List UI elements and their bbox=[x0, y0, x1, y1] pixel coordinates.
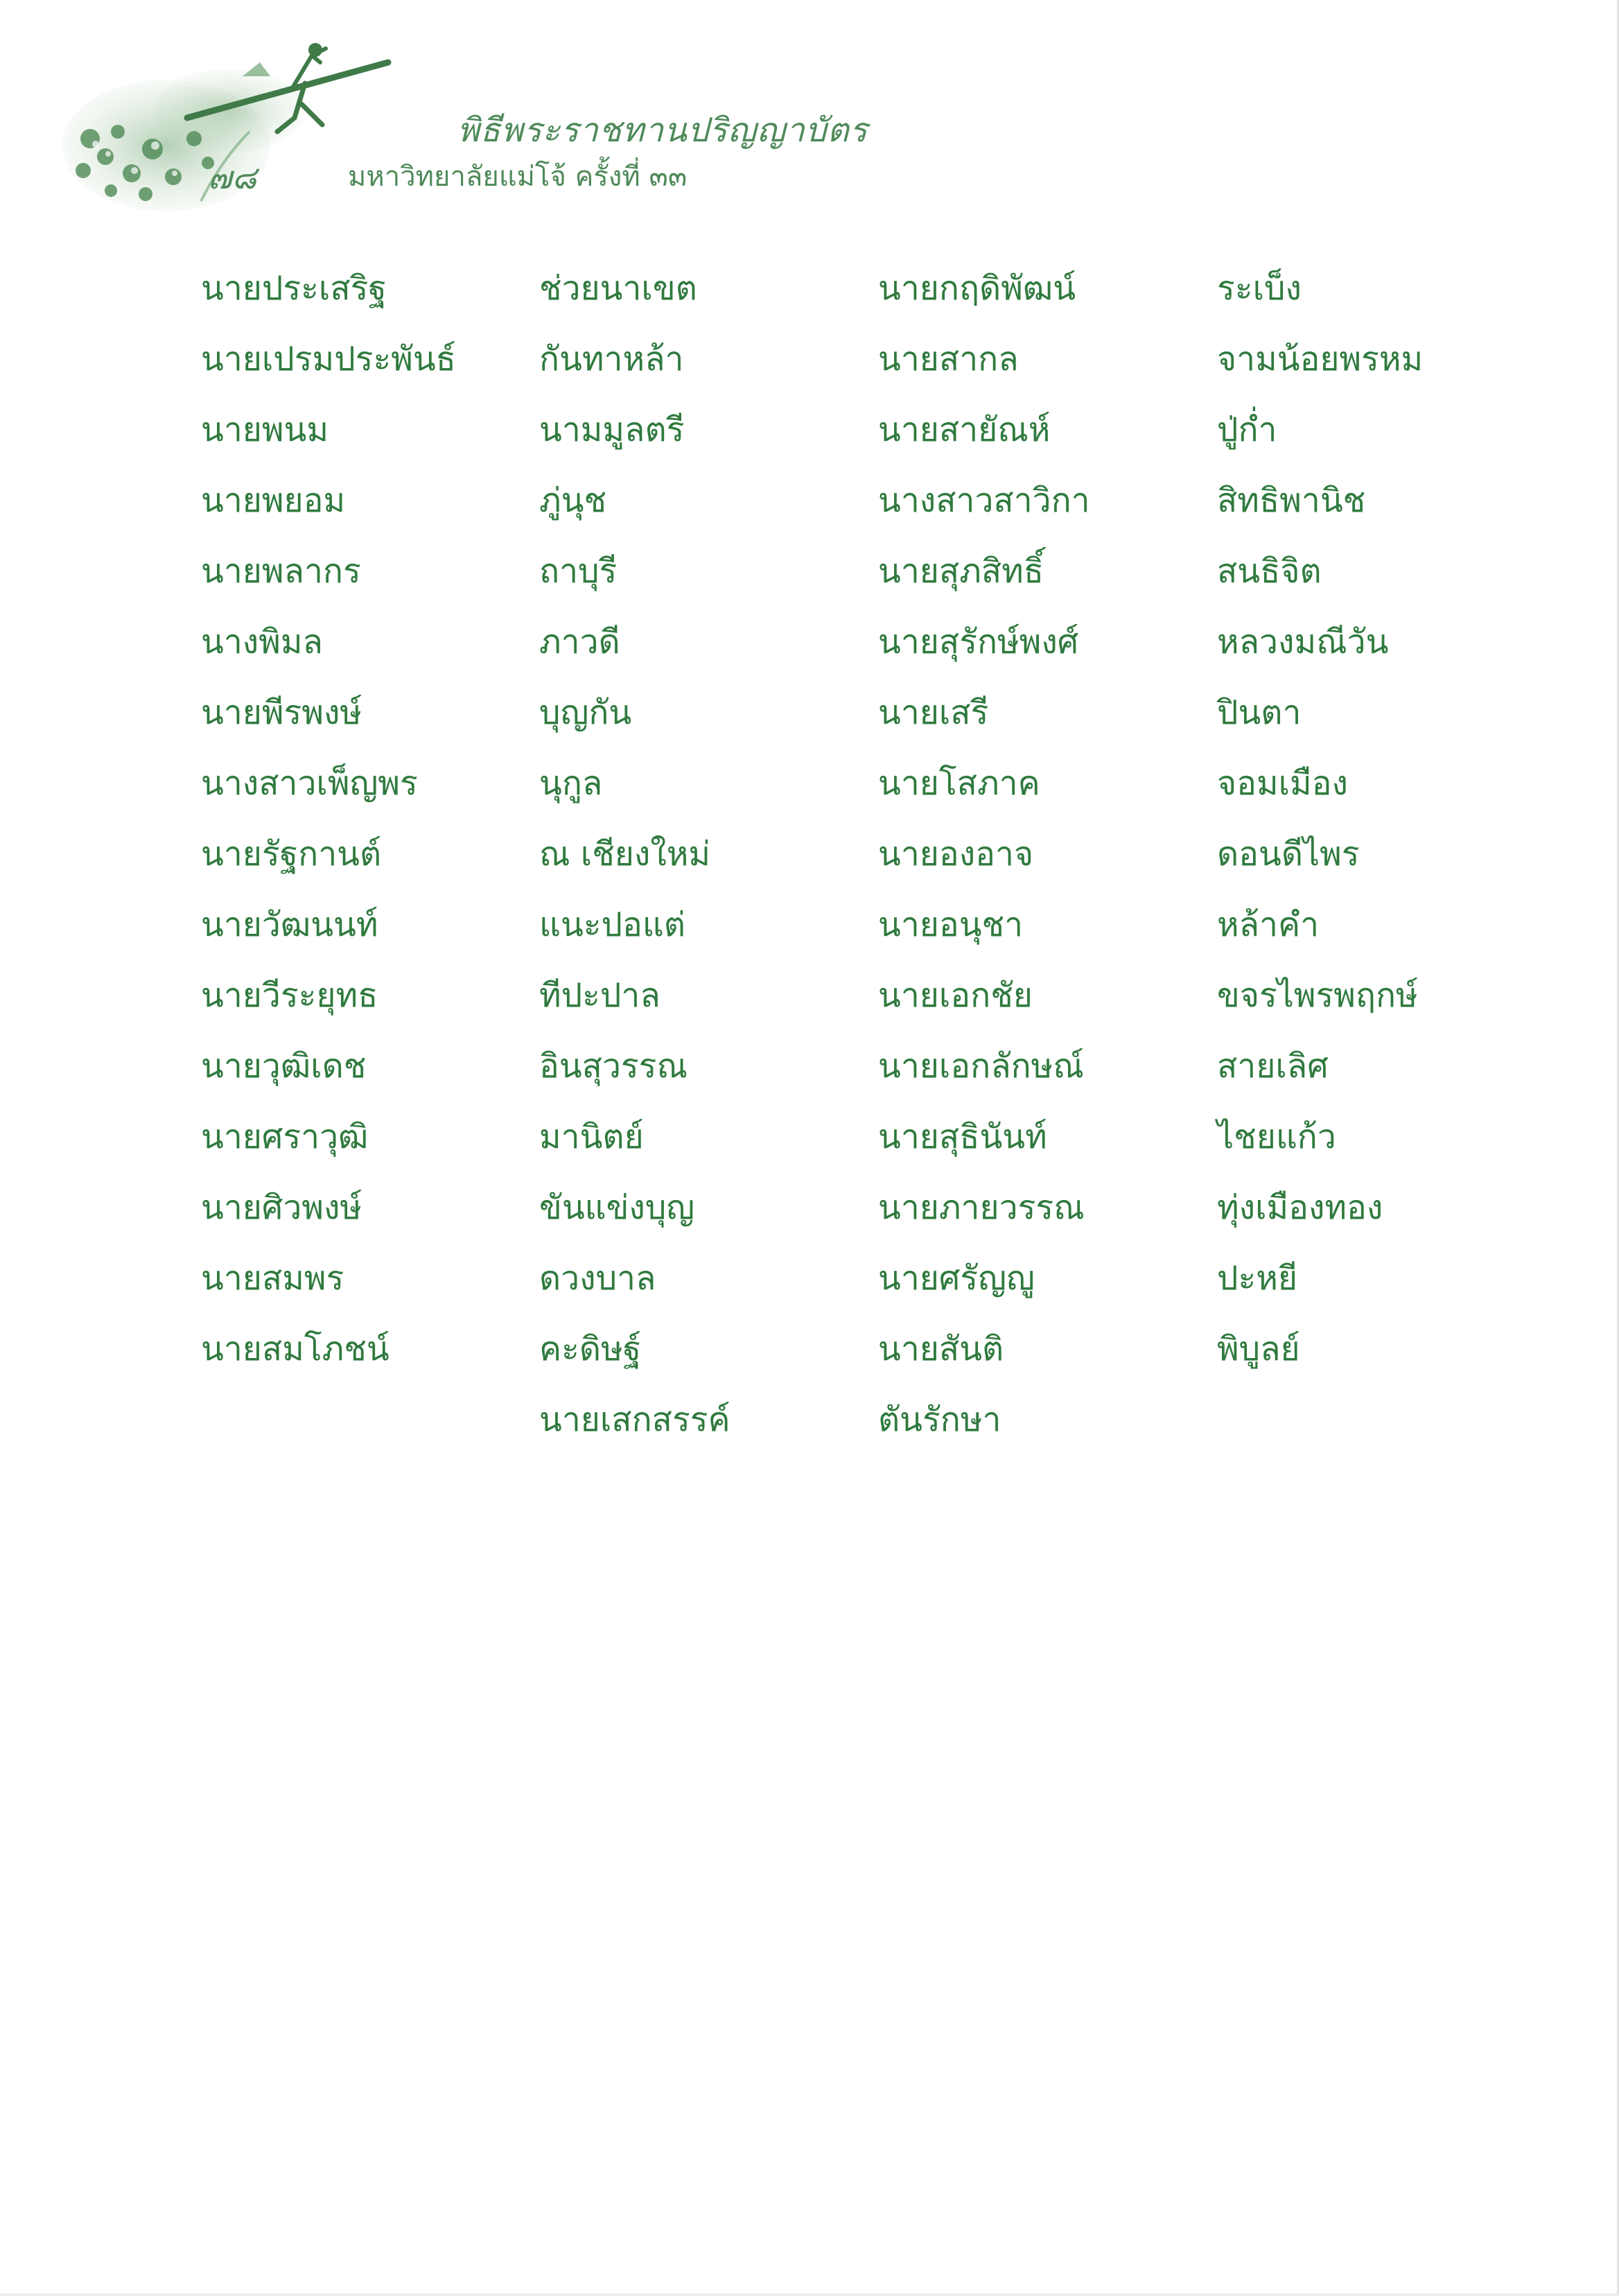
name-row bbox=[201, 1243, 1518, 1314]
last-name: จอมเมือง bbox=[1217, 764, 1348, 803]
last-name: มานิตย์ bbox=[539, 1117, 644, 1156]
first-name: นายประเสริฐ bbox=[201, 269, 387, 308]
first-name: นายสุรักษ์พงศ์ bbox=[878, 623, 1079, 661]
first-name: นายเอกชัย bbox=[878, 976, 1033, 1015]
graduate-name-list bbox=[201, 253, 1518, 1455]
last-name: ช่วยนาเขต bbox=[539, 269, 697, 308]
last-name: กันทาหล้า bbox=[539, 340, 684, 379]
name-row bbox=[201, 1031, 1518, 1102]
last-name: บุญกัน bbox=[539, 693, 632, 732]
first-name: นายพยอม bbox=[201, 481, 346, 520]
last-name: ระเบ็ง bbox=[1217, 269, 1302, 308]
last-name: ปะหยี bbox=[1217, 1259, 1298, 1298]
first-name: นายเปรมประพันธ์ bbox=[201, 340, 456, 379]
last-name: ขันแข่งบุญ bbox=[539, 1188, 695, 1227]
last-name: ณ เชียงใหม่ bbox=[539, 835, 711, 873]
last-name: ปินตา bbox=[1217, 693, 1302, 732]
first-name: นายศิวพงษ์ bbox=[201, 1188, 362, 1227]
last-name: ภาวดี bbox=[539, 623, 620, 661]
first-name: นายวีระยุทธ bbox=[201, 976, 378, 1015]
name-row bbox=[201, 677, 1518, 748]
page-bottom-edge bbox=[0, 2293, 1619, 2296]
last-name: ปู่ก่ำ bbox=[1217, 410, 1277, 449]
first-name: นายพลากร bbox=[201, 552, 361, 591]
last-name: จามน้อยพรหม bbox=[1217, 340, 1424, 379]
first-name: นายศรัญญู bbox=[878, 1259, 1035, 1298]
last-name: คะดิษฐ์ bbox=[539, 1330, 642, 1368]
first-name: นางสาวสาวิกา bbox=[878, 481, 1090, 520]
first-name: นายสันติ bbox=[878, 1330, 1004, 1368]
first-name: นายอนุชา bbox=[878, 905, 1024, 944]
last-name: สนธิจิต bbox=[1217, 552, 1322, 591]
last-name: ไชยแก้ว bbox=[1217, 1117, 1336, 1156]
name-row bbox=[201, 536, 1518, 607]
name-row bbox=[201, 960, 1518, 1031]
first-name: นายสุภสิทธิ์ bbox=[878, 552, 1044, 591]
last-name: ดวงบาล bbox=[539, 1259, 656, 1298]
university-subtitle: มหาวิทยาลัยแม่โจ้ ครั้งที่ ๓๓ bbox=[348, 161, 688, 193]
page-number: ๗๘ bbox=[208, 159, 257, 196]
name-row bbox=[201, 324, 1518, 394]
first-name: นายเสรี bbox=[878, 693, 989, 732]
first-name: นายเสกสรรค์ bbox=[539, 1400, 730, 1439]
first-name: นายภายวรรณ bbox=[878, 1188, 1085, 1227]
last-name: ทุ่งเมืองทอง bbox=[1217, 1188, 1383, 1227]
last-name: ขจรไพรพฤกษ์ bbox=[1217, 976, 1418, 1015]
last-name: ตันรักษา bbox=[878, 1400, 1001, 1439]
name-row bbox=[201, 819, 1518, 889]
name-row bbox=[201, 1102, 1518, 1172]
first-name: นายกฤดิพัฒน์ bbox=[878, 269, 1076, 308]
last-name: สายเลิศ bbox=[1217, 1047, 1329, 1086]
first-name: นางพิมล bbox=[201, 623, 323, 661]
last-name: อินสุวรรณ bbox=[539, 1047, 688, 1086]
first-name: นายสากล bbox=[878, 340, 1019, 379]
first-name: นายศราวุฒิ bbox=[201, 1117, 369, 1156]
last-name: พิบูลย์ bbox=[1217, 1330, 1300, 1368]
first-name: นายสายัณห์ bbox=[878, 410, 1051, 449]
name-row bbox=[201, 1314, 1518, 1384]
name-row bbox=[201, 465, 1518, 536]
first-name: นายวัฒนนท์ bbox=[201, 905, 378, 944]
name-row bbox=[201, 394, 1518, 465]
first-name: นายโสภาค bbox=[878, 764, 1040, 803]
last-name: แนะปอแต่ bbox=[539, 905, 685, 944]
first-name: นายพนม bbox=[201, 410, 329, 449]
last-name: ทีปะปาล bbox=[539, 976, 660, 1015]
first-name: นายสมพร bbox=[201, 1259, 344, 1298]
first-name: นายพีรพงษ์ bbox=[201, 693, 362, 732]
first-name: นายสมโภชน์ bbox=[201, 1330, 390, 1368]
name-row bbox=[201, 1172, 1518, 1243]
last-name: นุกูล bbox=[539, 764, 603, 803]
first-name: นายเอกลักษณ์ bbox=[878, 1047, 1084, 1086]
last-name: หลวงมณีวัน bbox=[1217, 623, 1389, 661]
first-name: นางสาวเพ็ญพร bbox=[201, 764, 418, 803]
last-name: ถาบุรี bbox=[539, 552, 618, 591]
last-name: นามมูลตรี bbox=[539, 410, 685, 449]
name-row bbox=[201, 748, 1518, 819]
name-row bbox=[201, 889, 1518, 960]
name-row bbox=[201, 253, 1518, 324]
last-name: หล้าคำ bbox=[1217, 905, 1320, 944]
ceremony-title: พิธีพระราชทานปริญญาบัตร bbox=[457, 111, 868, 150]
first-name: นายรัฐกานต์ bbox=[201, 835, 382, 873]
last-name: ภู่นุช bbox=[539, 481, 607, 520]
last-name: ดอนดีไพร bbox=[1217, 835, 1360, 873]
last-name: สิทธิพานิช bbox=[1217, 481, 1366, 520]
first-name: นายองอาจ bbox=[878, 835, 1034, 873]
first-name: นายสุธินันท์ bbox=[878, 1117, 1047, 1156]
name-row bbox=[201, 607, 1518, 677]
first-name: นายวุฒิเดช bbox=[201, 1047, 367, 1086]
name-row bbox=[201, 1384, 1518, 1455]
